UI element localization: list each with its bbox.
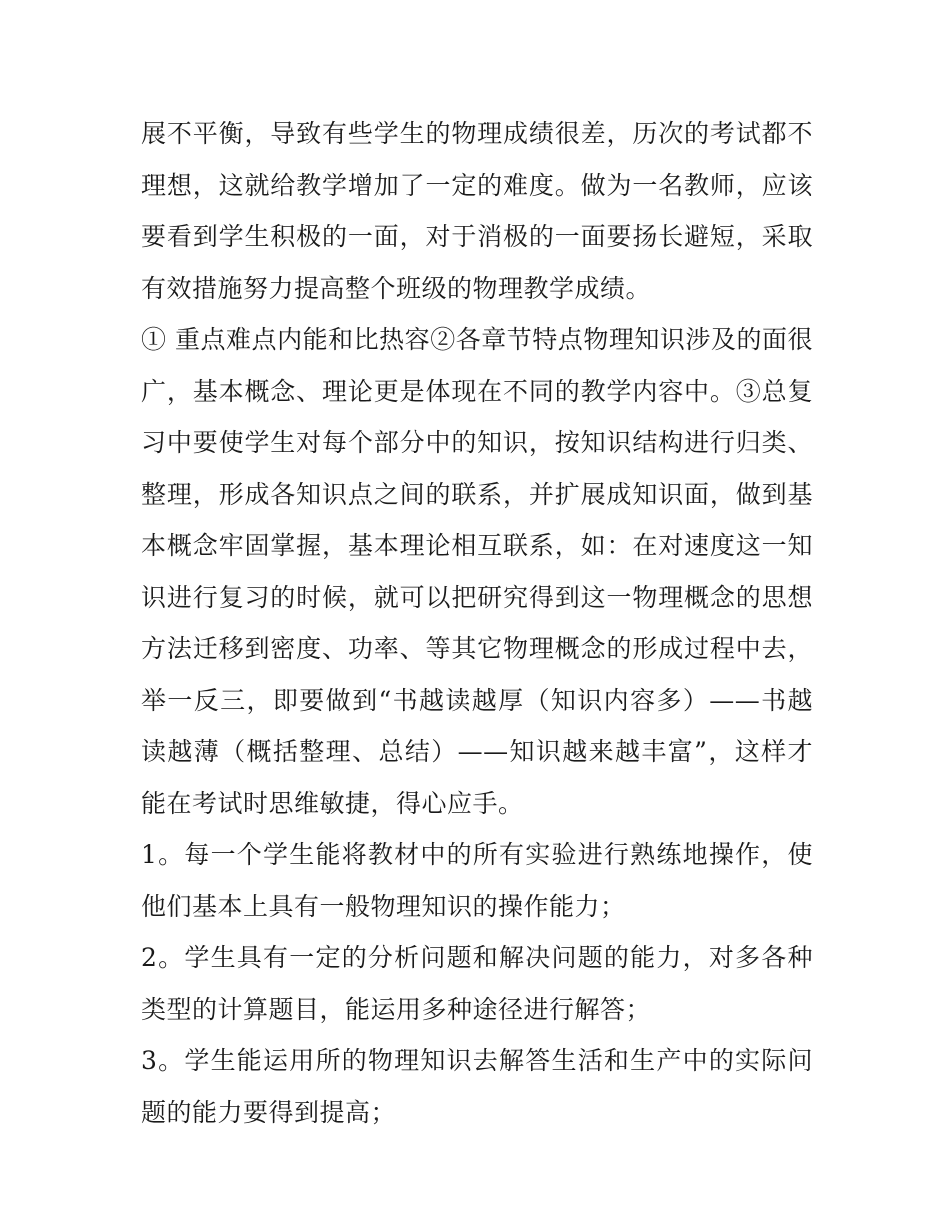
paragraph-goal-1: 1。每一个学生能将教材中的所有实验进行熟练地操作，使他们基本上具有一般物理知识的操作能力； bbox=[141, 840, 813, 921]
paragraph-teaching-situation: 展不平衡，导致有些学生的物理成绩很差，历次的考试都不理想，这就给教学增加了一定的难度。做为一名教师，应该要看到学生积极的一面，对于消极的一面要扬长避短，采取有效措施努力提高整个班级的物理教学成绩。 bbox=[141, 119, 813, 303]
paragraph-key-points: ① 重点难点内能和比热容②各章节特点物理知识涉及的面很广，基本概念、理论更是体现在不同的教学内容中。③总复习中要使学生对每个部分中的知识，按知识结构进行归类、整理，形成各知识点之间的联系，并扩展成知识面，做到基本概念牢固掌握，基本理论相互联系，如：在对速度这一知识进行复习的时候，就可以把研究得到这一物理概念的思想方法迁移到密度、功率、等其它物理概念的形成过程中去，举一反三，即要做到“书越读越厚（知识内容多）——书越读越薄（概括整理、总结）——知识越来越丰富”，这样才能在考试时思维敏捷，得心应手。 bbox=[141, 325, 813, 818]
paragraph-goal-2: 2。学生具有一定的分析问题和解决问题的能力，对多各种类型的计算题目，能运用多种途径进行解答； bbox=[141, 943, 813, 1024]
paragraph-goal-3: 3。学生能运用所的物理知识去解答生活和生产中的实际问题的能力要得到提高； bbox=[141, 1046, 813, 1127]
document-body bbox=[141, 108, 813, 1138]
